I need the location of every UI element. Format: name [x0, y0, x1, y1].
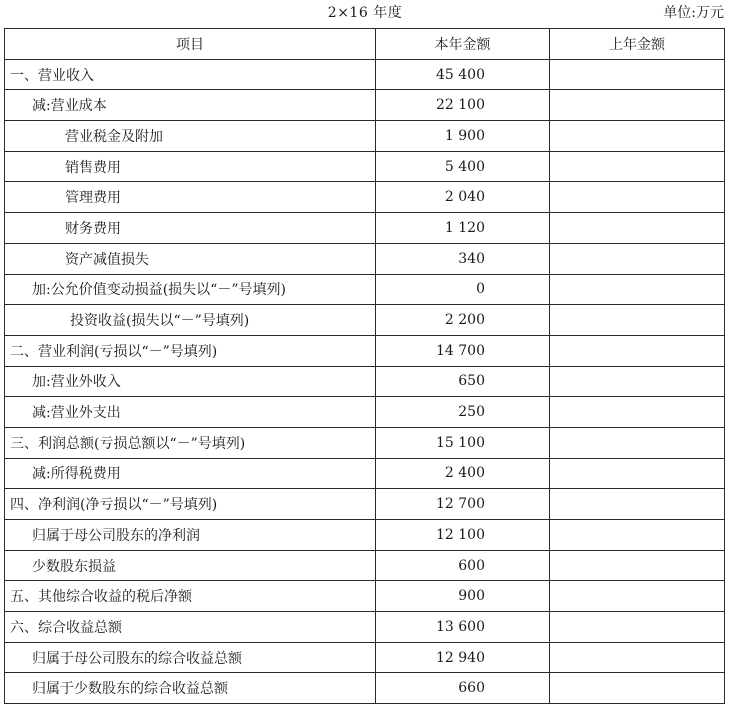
- table-row: [5, 182, 725, 213]
- row-item-label: 加:营业外收入: [5, 366, 376, 397]
- row-item-label: 减:营业外支出: [5, 397, 376, 428]
- table-row: [5, 397, 725, 428]
- row-current-amount: 13 600: [376, 612, 550, 643]
- table-row: [5, 59, 725, 90]
- table-row: [5, 151, 725, 182]
- row-item-label: 投资收益(损失以“－”号填列): [5, 305, 376, 336]
- row-previous-amount: [550, 213, 725, 244]
- row-item-label: 三、利润总额(亏损总额以“－”号填列): [5, 427, 376, 458]
- row-item-label: 归属于母公司股东的综合收益总额: [5, 642, 376, 673]
- row-previous-amount: [550, 458, 725, 489]
- row-item-label: 加:公允价值变动损益(损失以“－”号填列): [5, 274, 376, 305]
- row-current-amount: 22 100: [376, 90, 550, 121]
- row-previous-amount: [550, 489, 725, 520]
- row-current-amount: 600: [376, 550, 550, 581]
- table-row: [5, 305, 725, 336]
- row-item-label: 营业税金及附加: [5, 121, 376, 152]
- table-row: [5, 335, 725, 366]
- row-previous-amount: [550, 243, 725, 274]
- row-current-amount: 5 400: [376, 151, 550, 182]
- statement-period: 2×16 年度: [327, 5, 403, 21]
- row-current-amount: 0: [376, 274, 550, 305]
- row-current-amount: 12 700: [376, 489, 550, 520]
- row-current-amount: 660: [376, 673, 550, 704]
- row-item-label: 五、其他综合收益的税后净额: [5, 581, 376, 612]
- row-previous-amount: [550, 59, 725, 90]
- row-item-label: 管理费用: [5, 182, 376, 213]
- row-item-label: 减:所得税费用: [5, 458, 376, 489]
- row-previous-amount: [550, 673, 725, 704]
- row-current-amount: 1 120: [376, 213, 550, 244]
- table-row: [5, 489, 725, 520]
- column-header-item: 项目: [5, 29, 376, 60]
- row-item-label: 少数股东损益: [5, 550, 376, 581]
- row-current-amount: 340: [376, 243, 550, 274]
- row-previous-amount: [550, 427, 725, 458]
- table-row: [5, 642, 725, 673]
- column-header-previous-year: 上年金额: [550, 29, 725, 60]
- row-current-amount: 12 100: [376, 520, 550, 551]
- row-item-label: 减:营业成本: [5, 90, 376, 121]
- row-previous-amount: [550, 366, 725, 397]
- row-previous-amount: [550, 90, 725, 121]
- row-previous-amount: [550, 581, 725, 612]
- row-current-amount: 2 400: [376, 458, 550, 489]
- row-previous-amount: [550, 397, 725, 428]
- row-previous-amount: [550, 151, 725, 182]
- row-item-label: 四、净利润(净亏损以“－”号填列): [5, 489, 376, 520]
- income-statement-table: [4, 28, 725, 704]
- table-row: [5, 581, 725, 612]
- table-row: [5, 427, 725, 458]
- row-current-amount: 15 100: [376, 427, 550, 458]
- row-previous-amount: [550, 612, 725, 643]
- row-previous-amount: [550, 274, 725, 305]
- table-row: [5, 90, 725, 121]
- currency-unit: 单位:万元: [663, 5, 724, 21]
- table-row: [5, 366, 725, 397]
- row-current-amount: 900: [376, 581, 550, 612]
- row-current-amount: 2 200: [376, 305, 550, 336]
- row-item-label: 归属于母公司股东的净利润: [5, 520, 376, 551]
- row-item-label: 销售费用: [5, 151, 376, 182]
- table-row: [5, 274, 725, 305]
- row-previous-amount: [550, 182, 725, 213]
- row-previous-amount: [550, 520, 725, 551]
- table-row: [5, 213, 725, 244]
- table-header-row: [5, 29, 725, 60]
- row-current-amount: 1 900: [376, 121, 550, 152]
- row-current-amount: 45 400: [376, 59, 550, 90]
- row-item-label: 归属于少数股东的综合收益总额: [5, 673, 376, 704]
- row-current-amount: 2 040: [376, 182, 550, 213]
- row-previous-amount: [550, 642, 725, 673]
- table-row: [5, 121, 725, 152]
- table-row: [5, 243, 725, 274]
- table-row: [5, 550, 725, 581]
- row-item-label: 资产减值损失: [5, 243, 376, 274]
- row-current-amount: 650: [376, 366, 550, 397]
- row-item-label: 一、营业收入: [5, 59, 376, 90]
- table-row: [5, 673, 725, 704]
- table-row: [5, 520, 725, 551]
- row-current-amount: 12 940: [376, 642, 550, 673]
- row-previous-amount: [550, 550, 725, 581]
- row-item-label: 财务费用: [5, 213, 376, 244]
- row-item-label: 二、营业利润(亏损以“－”号填列): [5, 335, 376, 366]
- table-row: [5, 458, 725, 489]
- column-header-current-year: 本年金额: [376, 29, 550, 60]
- row-current-amount: 250: [376, 397, 550, 428]
- row-current-amount: 14 700: [376, 335, 550, 366]
- row-previous-amount: [550, 305, 725, 336]
- row-previous-amount: [550, 121, 725, 152]
- row-item-label: 六、综合收益总额: [5, 612, 376, 643]
- table-row: [5, 612, 725, 643]
- row-previous-amount: [550, 335, 725, 366]
